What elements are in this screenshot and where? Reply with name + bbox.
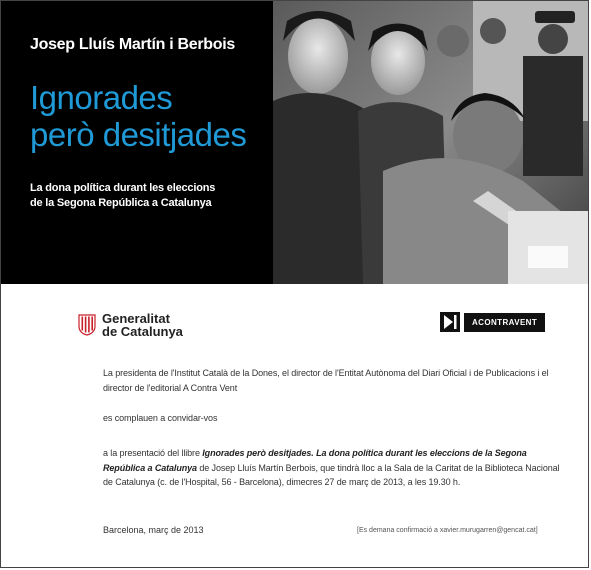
author-name: Josep Lluís Martín i Berbois (30, 36, 235, 53)
generalitat-line2: de Catalunya (102, 324, 183, 339)
header-banner (1, 1, 588, 284)
acontravent-wordmark: ACONTRAVENT (464, 313, 545, 332)
generalitat-wordmark (102, 312, 183, 338)
hosts-paragraph: La presidenta de l'Institut Català de la Dones, el director de l'Entitat Autònoma del Diari Oficial i de Publicacions i el director de l'editorial A Contra Vent (103, 368, 549, 393)
senyera-shield-icon (78, 314, 96, 336)
book-subtitle-line1: La dona política durant les eleccions (30, 182, 216, 194)
generalitat-logo (78, 312, 183, 338)
event-paragraph (103, 446, 563, 490)
historical-photo (273, 1, 588, 284)
book-title (30, 79, 246, 153)
acontravent-mark-icon (440, 312, 460, 332)
rsvp-note: [Es demana confirmació a xavier.murugarren@gencat.cat] (357, 527, 538, 534)
invitation-line: es complauen a convidar-vos (103, 413, 218, 423)
generalitat-line1: Generalitat (102, 311, 170, 326)
book-subtitle-line2: de la Segona República a Catalunya (30, 197, 212, 209)
event-book-title: Ignorades però desitjades. La dona política durant les eleccions de la Segona República a Catalunya (103, 448, 527, 473)
acontravent-logo (440, 312, 545, 332)
event-details: de Josep Lluís Martín Berbois, que tindrà lloc a la Sala de la Caritat de la Biblioteca Nacional de Catalunya (c. de l'Hospital, 56 - Barcelona), dimecres 27 de març de 2013, a les 19.30 h. (103, 462, 560, 487)
book-title-line2: però desitjades (30, 116, 247, 153)
book-title-line1: Ignorades (30, 79, 173, 116)
event-intro: a la presentació del llibre (103, 448, 203, 458)
place-date: Barcelona, març de 2013 (103, 525, 204, 535)
book-subtitle (30, 181, 215, 211)
